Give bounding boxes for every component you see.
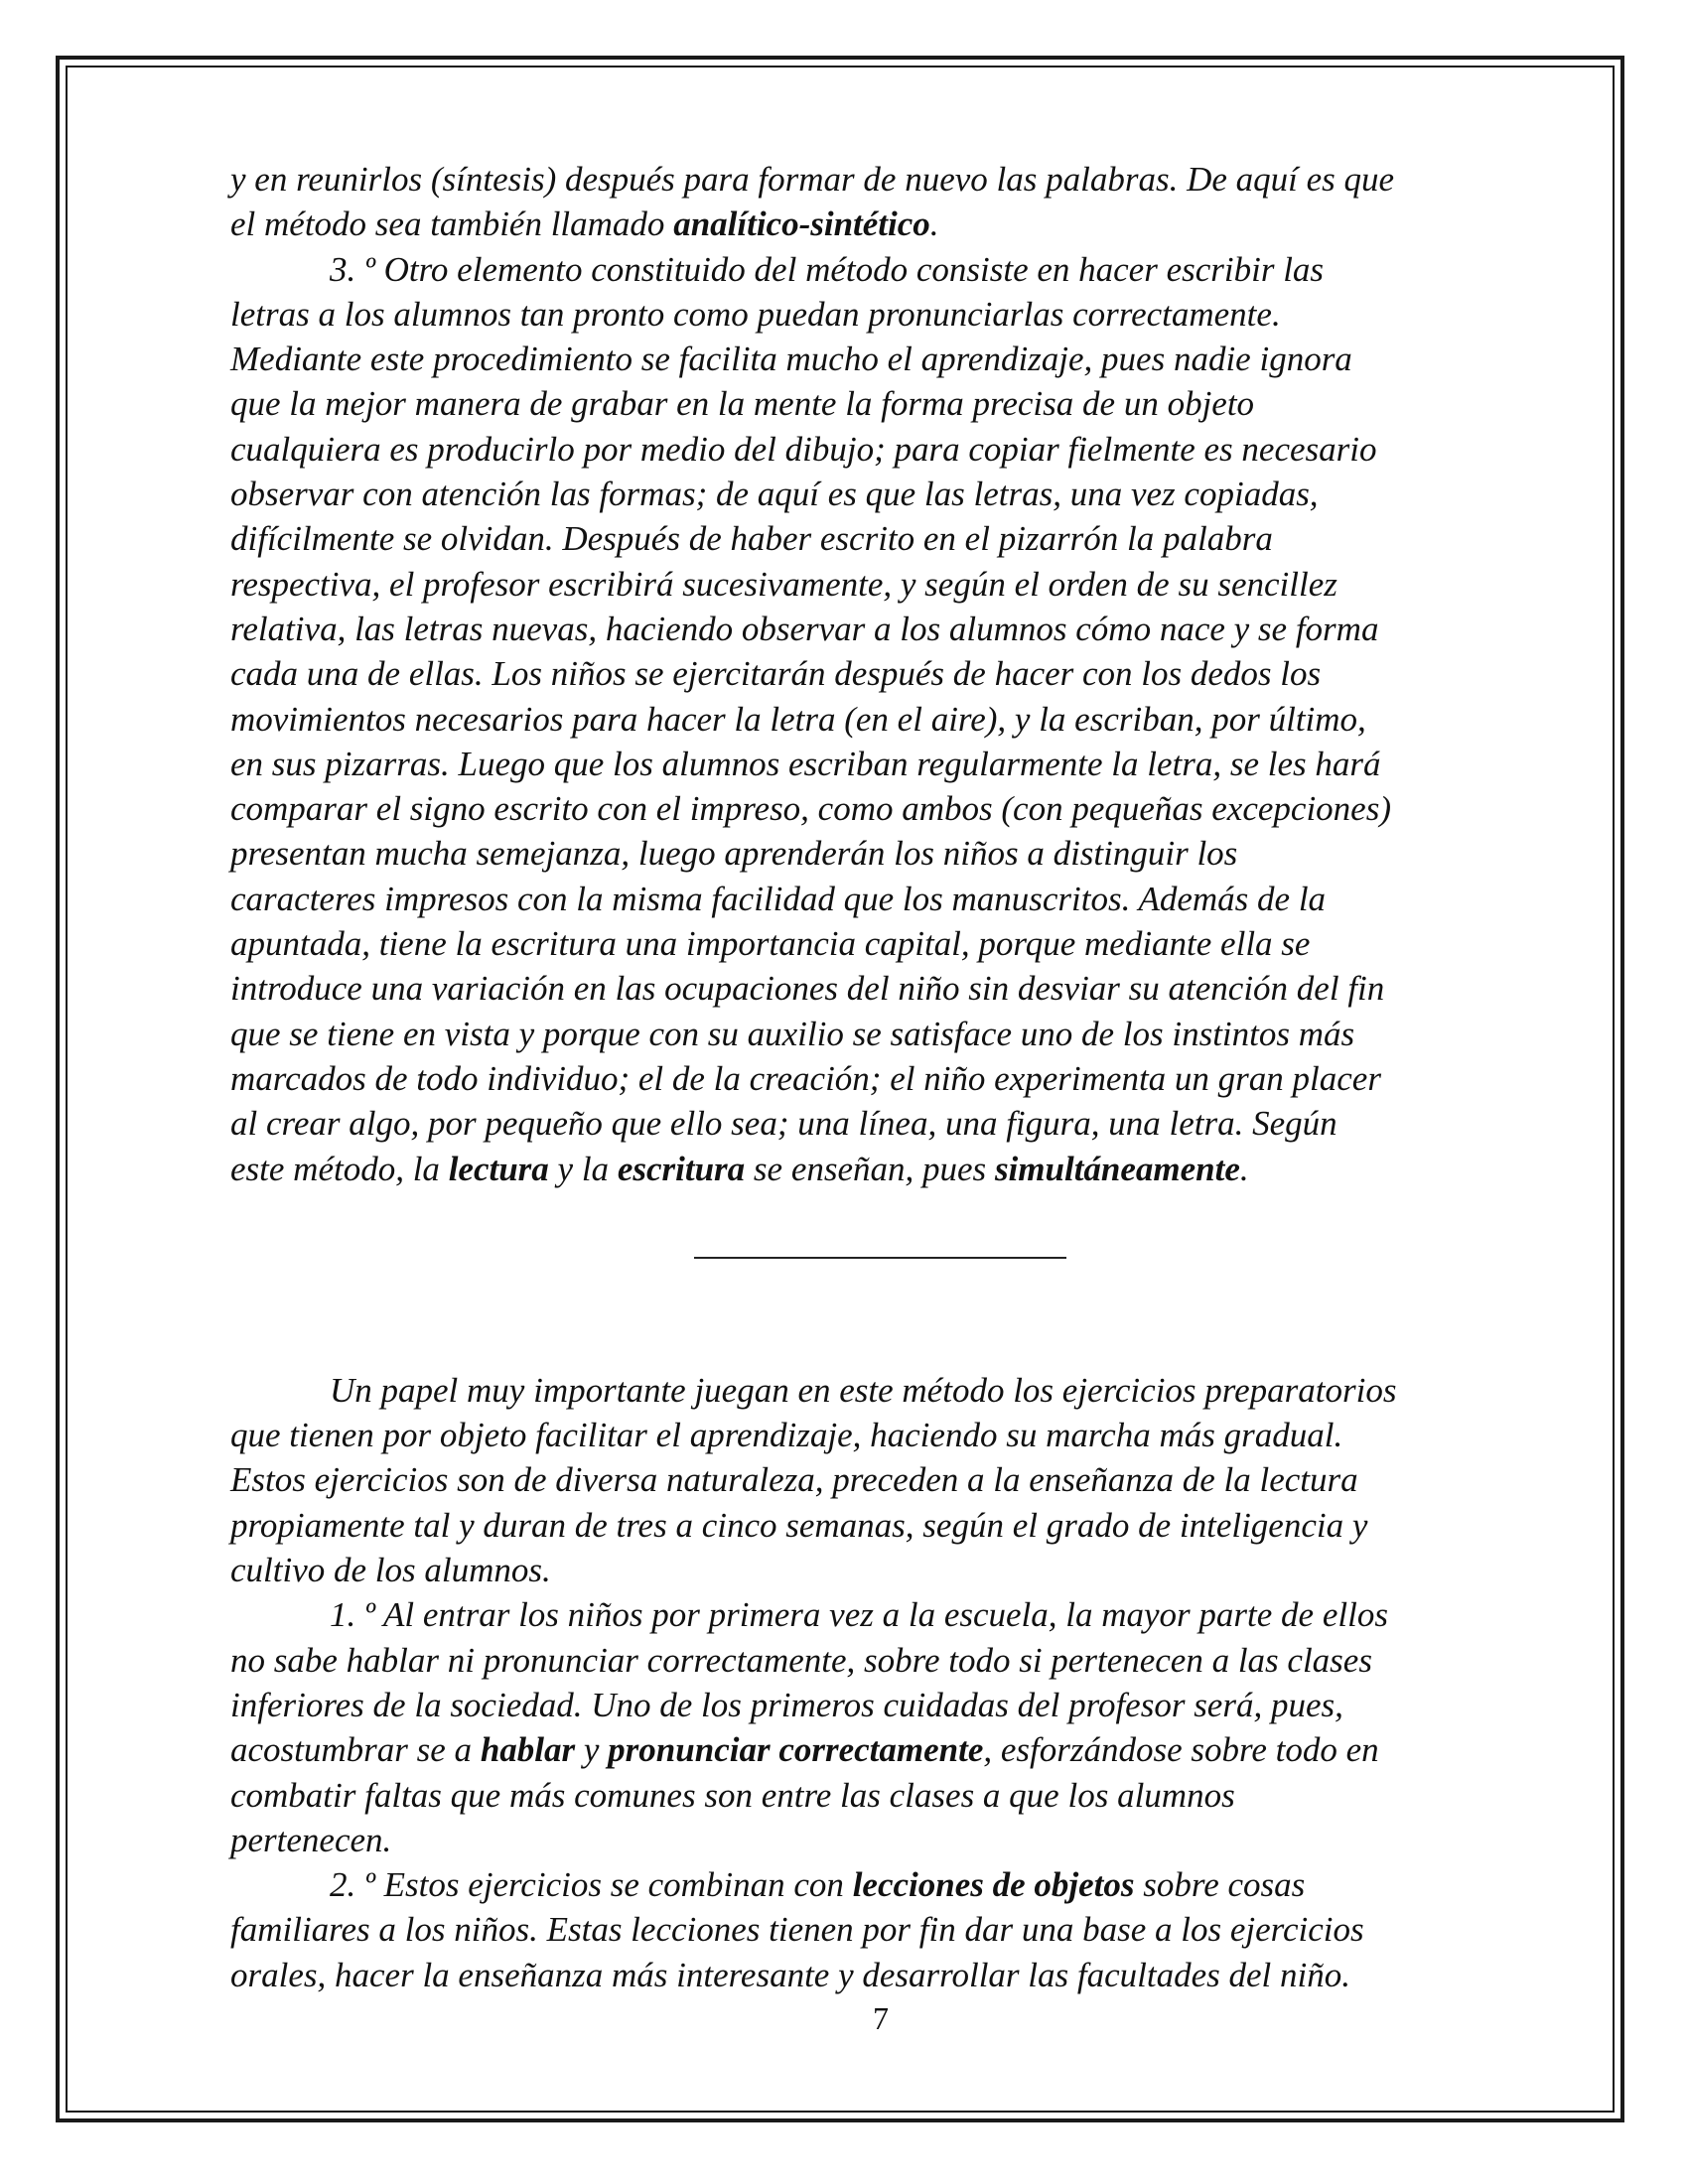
text-line: que tienen por objeto facilitar el aprendizaje, haciendo su marcha más gradual. — [230, 1416, 1343, 1455]
text-line: familiares a los niños. Estas lecciones tienen por fin dar una base a los ejercicios — [230, 1910, 1364, 1950]
text-line: observar con atención las formas; de aquí es que las letras, una vez copiadas, — [230, 475, 1319, 514]
text-line: Mediante este procedimiento se facilita mucho el aprendizaje, pues nadie ignora — [230, 340, 1352, 379]
text-line: y en reunirlos (síntesis) después para formar de nuevo las palabras. De aquí es que — [230, 160, 1395, 199]
bold-term: analítico-sintético — [673, 205, 930, 244]
paragraph-3 — [230, 1368, 1531, 1592]
text-line: inferiores de la sociedad. Uno de los primeros cuidadas del profesor será, pues, — [230, 1685, 1343, 1724]
text-line: letras a los alumnos tan pronto como puedan pronunciarlas correctamente. — [230, 294, 1281, 334]
text-line: respectiva, el profesor escribirá sucesivamente, y según el orden de su sencillez — [230, 564, 1337, 604]
paragraph-5 — [230, 1862, 1531, 1997]
text-line: 3. º Otro elemento constituido del método consiste en hacer escribir las — [330, 249, 1325, 289]
bold-term: pronunciar correctamente — [608, 1730, 984, 1770]
text-line: acostumbrar se a hablar y pronunciar correctamente, esforzándose sobre todo en — [230, 1730, 1379, 1770]
text-line: relativa, las letras nuevas, haciendo observar a los alumnos cómo nace y se forma — [230, 609, 1379, 648]
text-line: difícilmente se olvidan. Después de haber escrito en el pizarrón la palabra — [230, 519, 1273, 559]
text-line: cada una de ellas. Los niños se ejercitarán después de hacer con los dedos los — [230, 654, 1322, 694]
text-line: Un papel muy importante juegan en este método los ejercicios preparatorios — [330, 1370, 1397, 1410]
text-line: 1. º Al entrar los niños por primera vez a la escuela, la mayor parte de ellos — [330, 1595, 1388, 1635]
text-line: 2. º Estos ejercicios se combinan con lecciones de objetos sobre cosas — [330, 1865, 1306, 1905]
text-line: cualquiera es producirlo por medio del dibujo; para copiar fielmente es necesario — [230, 429, 1377, 469]
text-line: combatir faltas que más comunes son entre las clases a que los alumnos — [230, 1775, 1235, 1815]
text-line: apuntada, tiene la escritura una importancia capital, porque mediante ella se — [230, 924, 1311, 964]
text-line: al crear algo, por pequeño que ello sea; una línea, una figura, una letra. Según — [230, 1104, 1337, 1144]
page-number: 7 — [873, 2000, 889, 2036]
text-line: este método, la lectura y la escritura se enseñan, pues simultáneamente. — [230, 1149, 1249, 1188]
text-line: presentan mucha semejanza, luego aprenderán los niños a distinguir los — [230, 834, 1238, 874]
text-line: el método sea también llamado analítico-sintético. — [230, 205, 939, 244]
paragraph-1 — [230, 157, 1531, 247]
text-line: no sabe hablar ni pronunciar correctamente, sobre todo si pertenecen a las clases — [230, 1640, 1372, 1680]
text-line: en sus pizarras. Luego que los alumnos escriban regularmente la letra, se les hará — [230, 744, 1381, 783]
text-line: movimientos necesarios para hacer la letra (en el aire), y la escriban, por último, — [230, 699, 1366, 739]
text-line: Estos ejercicios son de diversa naturaleza, preceden a la enseñanza de la lectura — [230, 1460, 1358, 1500]
paragraph-4 — [230, 1592, 1531, 1862]
page-body — [230, 157, 1531, 1997]
text-line: orales, hacer la enseñanza más interesante y desarrollar las facultades del niño. — [230, 1955, 1350, 1994]
text-line: marcados de todo individuo; el de la creación; el niño experimenta un gran placer — [230, 1058, 1381, 1098]
bold-term: simultáneamente — [994, 1149, 1240, 1188]
text-line: cultivo de los alumnos. — [230, 1551, 551, 1590]
bold-term: hablar — [480, 1730, 576, 1770]
text-line: introduce una variación en las ocupaciones del niño sin desviar su atención del fin — [230, 969, 1385, 1009]
bold-term: lecciones de objetos — [852, 1865, 1135, 1905]
text-line: comparar el signo escrito con el impreso, como ambos (con pequeñas excepciones) — [230, 789, 1391, 829]
text-line: propiamente tal y duran de tres a cinco semanas, según el grado de inteligencia y — [230, 1505, 1368, 1545]
text-line: que se tiene en vista y porque con su auxilio se satisface uno de los instintos más — [230, 1014, 1355, 1053]
text-line: que la mejor manera de grabar en la mente la forma precisa de un objeto — [230, 384, 1255, 424]
paragraph-2 — [230, 247, 1531, 1191]
text-line: pertenecen. — [230, 1820, 392, 1859]
text-line: caracteres impresos con la misma facilidad que los manuscritos. Además de la — [230, 879, 1327, 918]
bold-term: escritura — [617, 1149, 746, 1188]
bold-term: lectura — [448, 1149, 549, 1188]
